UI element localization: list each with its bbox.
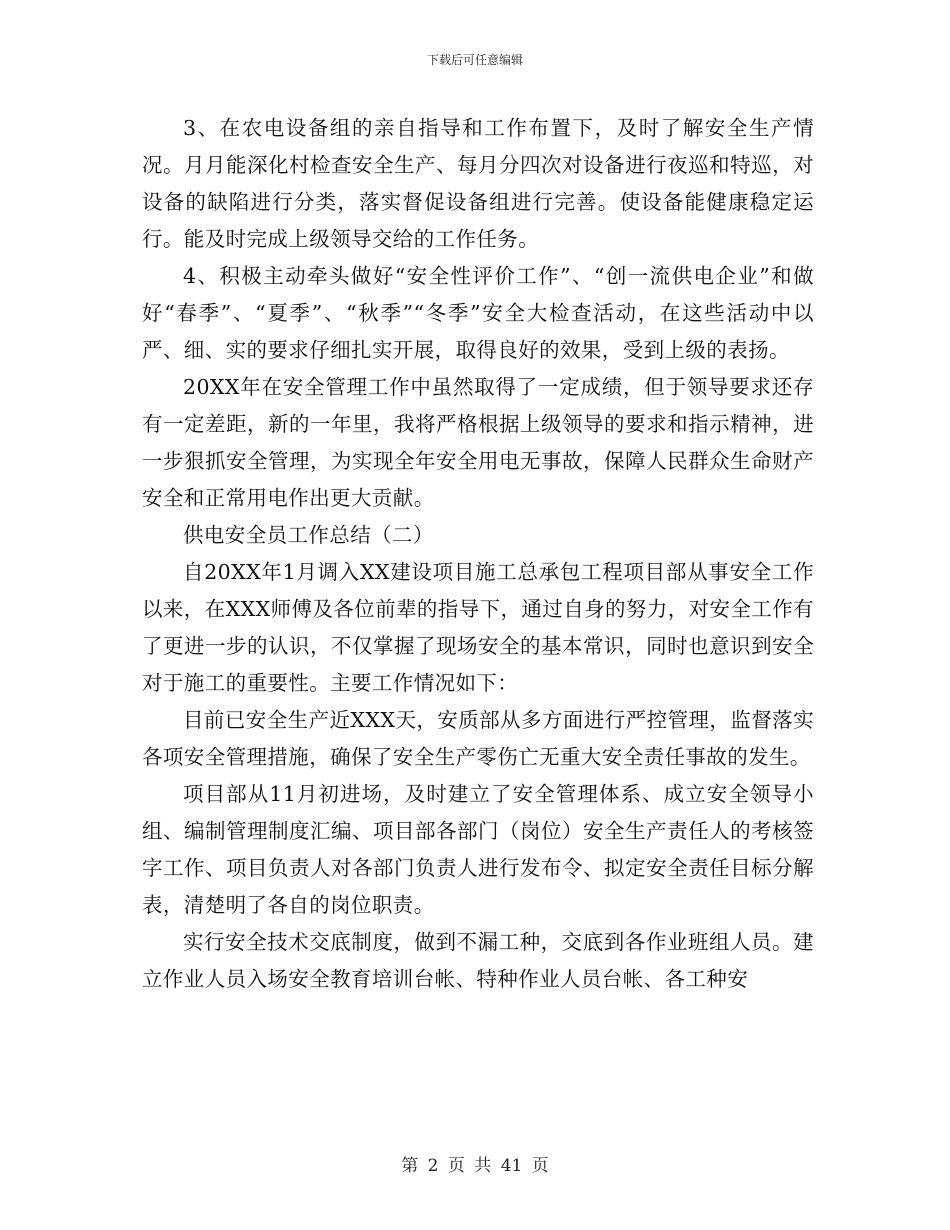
paragraph-item-4: 4、积极主动牵头做好“安全性评价工作”、“创一流供电企业”和做好“春季”、“夏季”、“秋季”“冬季”安全大检查活动，在这些活动中以严、细、实的要求仔细扎实开展，取得良好的效果，受到上级的表扬。 [142,264,814,362]
paragraph-summary: 20XX年在安全管理工作中虽然取得了一定成绩，但于领导要求还存有一定差距，新的一年里，我将严格根据上级领导的要求和指示精神，进一步狠抓安全管理，为实现全年安全用电无事故，保障人民群众生命财产安全和正常用电作出更大贡献。 [142,375,814,510]
paragraph-safety-record: 目前已安全生产近XXX天，安质部从多方面进行严控管理，监督落实各项安全管理措施，确保了安全生产零伤亡无重大安全责任事故的发生。 [142,708,814,769]
section-heading: 供电安全员工作总结（二） [183,523,434,547]
page-header: 下载后可任意编辑 [426,53,523,67]
paragraph-management-system: 项目部从11月初进场，及时建立了安全管理体系、成立安全领导小组、编制管理制度汇编、项目部各部门（岗位）安全生产责任人的考核签字工作、项目负责人对各部门负责人进行发布令、拟定安全责任目标分解表，清楚明了各自的岗位职责。 [142,782,814,917]
document-body [142,110,814,998]
paragraph-intro: 自20XX年1月调入XX建设项目施工总承包工程项目部从事安全工作以来，在XXX师傅及各位前辈的指导下，通过自身的努力，对安全工作有了更进一步的认识，不仅掌握了现场安全的基本常识，同时也意识到安全对于施工的重要性。主要工作情况如下： [142,560,814,695]
paragraph-item-3: 3、在农电设备组的亲自指导和工作布置下，及时了解安全生产情况。月月能深化村检查安全生产、每月分四次对设备进行夜巡和特巡，对设备的缺陷进行分类，落实督促设备组进行完善。使设备能健康稳定运行。能及时完成上级领导交给的工作任务。 [142,116,814,251]
page-number-footer: 第 2 页 共 41 页 [401,1156,549,1176]
paragraph-technical-briefing: 实行安全技术交底制度，做到不漏工种，交底到各作业班组人员。建立作业人员入场安全教育培训台帐、特种作业人员台帐、各工种安 [142,930,814,991]
